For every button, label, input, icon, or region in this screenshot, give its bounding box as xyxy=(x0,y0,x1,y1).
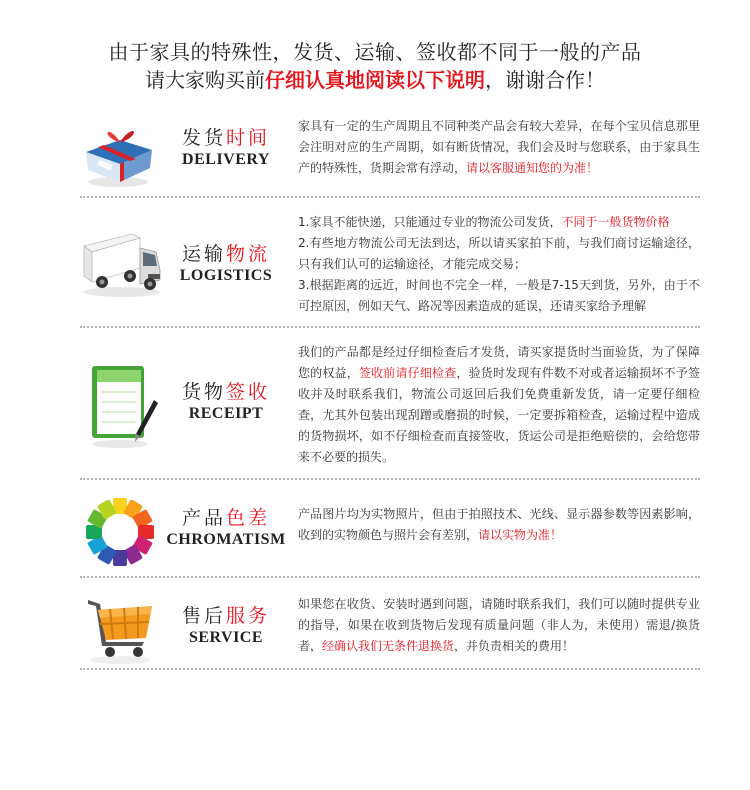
shopping-cart-icon xyxy=(80,588,160,668)
divider xyxy=(80,478,700,480)
chromatism-text: 产品图片均为实物照片，但由于拍照技术、光线、显示器参数等因素影响，收到的实物颜色与照片会有差别，请以实物为准！ xyxy=(298,507,700,542)
chromatism-title xyxy=(166,506,286,550)
chromatism-highlight: 请以实物为准！ xyxy=(478,528,563,542)
service-title xyxy=(166,604,286,648)
delivery-title-zh: 发货时间 xyxy=(181,127,271,149)
notepad-pen-icon xyxy=(80,360,160,440)
header-line-2 xyxy=(0,66,750,94)
divider xyxy=(80,196,700,198)
section-chromatism xyxy=(80,490,700,578)
logistics-item-3: 3.根据距离的远近，时间也不完全一样，一般是7-15天到货，另外，由于不可控原因，例如天气、路况等因素造成的延误，还请买家给予理解 xyxy=(298,278,700,313)
service-highlight: 经确认我们无条件退换货 xyxy=(322,639,455,653)
divider xyxy=(80,326,700,328)
gift-box-icon xyxy=(80,112,160,192)
receipt-text: 我们的产品都是经过仔细检查后才发货，请买家提货时当面验货，为了保障您的权益，签收前请仔细检查，验货时发现有件数不对或者运输损坏不予签收并及时联系我们，物流公司返回后我们免费重新发货，请一定要仔细检查，尤其外包装出现刮蹭或磨损的时候，一定要拆箱检查，运输过程中造成的货物损坏，如不仔细检查而直接签收，货运公司是拒绝赔偿的，会给您带来不必要的损失。 xyxy=(298,345,700,464)
section-delivery xyxy=(80,112,700,198)
section-logistics xyxy=(80,206,700,328)
delivery-text: 家具有一定的生产周期且不同种类产品会有较大差异，在每个宝贝信息那里会注明对应的生产周期，如有断货情况，我们会及时与您联系，由于家具生产的特殊性，货期会常有浮动，请以客服通知您的为准！ xyxy=(298,119,700,175)
color-wheel-icon xyxy=(80,494,160,574)
delivery-title xyxy=(166,126,286,170)
header-line-2-pre: 请大家购买前 xyxy=(145,68,265,92)
delivery-highlight: 请以客服通知您的为准！ xyxy=(466,161,599,175)
section-service xyxy=(80,588,700,674)
logistics-title xyxy=(166,242,286,286)
divider xyxy=(80,668,700,670)
receipt-title-zh: 货物签收 xyxy=(181,381,271,403)
header-line-2-highlight: 仔细认真地阅读以下说明 xyxy=(265,68,485,92)
section-receipt xyxy=(80,338,700,480)
service-title-en: SERVICE xyxy=(188,629,264,646)
service-title-zh: 售后服务 xyxy=(181,605,271,627)
logistics-item-2: 2.有些地方物流公司无法到达，所以请买家拍下前，与我们商讨运输途径，只有我们认可的运输途径，才能完成交易； xyxy=(298,236,700,271)
delivery-title-en: DELIVERY xyxy=(182,151,270,168)
divider xyxy=(80,576,700,578)
logistics-highlight: 不同于一般货物价格 xyxy=(561,215,670,229)
chromatism-title-zh: 产品色差 xyxy=(181,507,271,529)
logistics-title-zh: 运输物流 xyxy=(181,243,271,265)
service-text: 如果您在收货、安装时遇到问题，请随时联系我们，我们可以随时提供专业的指导，如果在收到货物后发现有质量问题（非人为，未使用）需退/换货者，经确认我们无条件退换货，并负责相关的费用！ xyxy=(298,597,700,653)
truck-icon xyxy=(80,222,160,302)
logistics-item-1: 1.家具不能快递，只能通过专业的物流公司发货，不同于一般货物价格 xyxy=(298,215,670,229)
chromatism-title-en: CHROMATISM xyxy=(166,531,286,548)
notice-header xyxy=(0,38,750,94)
logistics-title-en: LOGISTICS xyxy=(179,267,273,284)
header-line-2-post: ，谢谢合作！ xyxy=(485,68,605,92)
logistics-text xyxy=(298,212,700,317)
receipt-title xyxy=(166,380,286,424)
header-line-1: 由于家具的特殊性，发货、运输、签收都不同于一般的产品 xyxy=(108,40,642,64)
receipt-title-en: RECEIPT xyxy=(188,405,264,422)
receipt-highlight: 签收前请仔细检查 xyxy=(358,366,457,380)
